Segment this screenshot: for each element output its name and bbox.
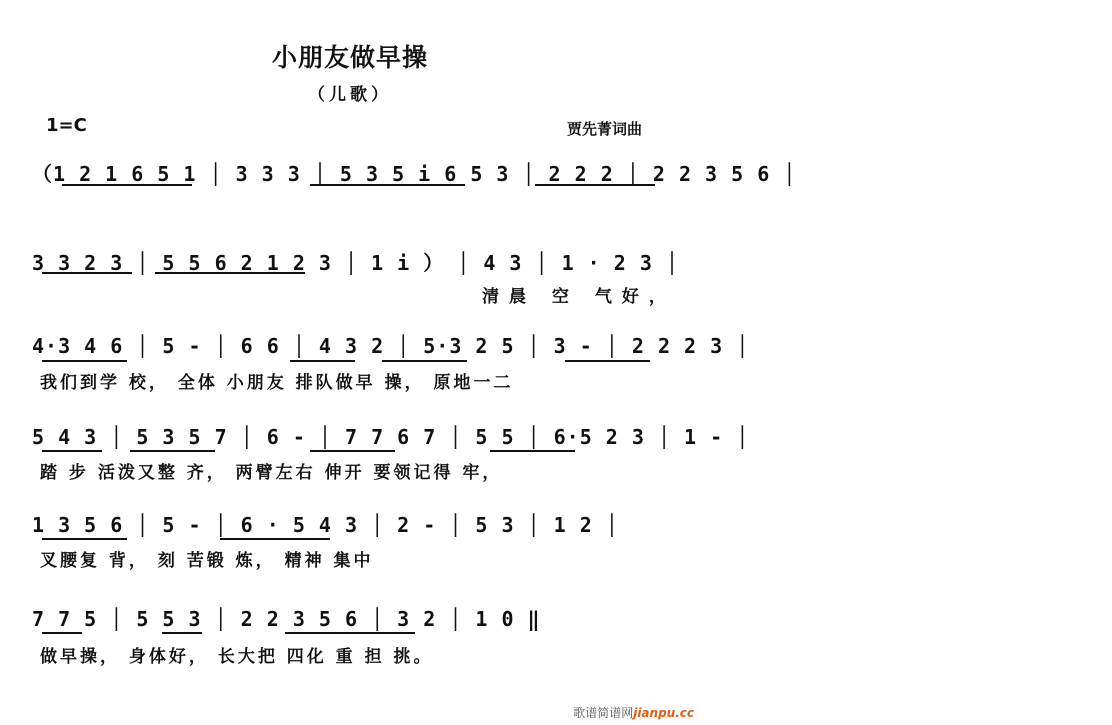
beam-line — [382, 360, 467, 362]
beam-line — [155, 272, 305, 274]
site-watermark — [573, 704, 694, 721]
song-title: 小朋友做早操 — [271, 43, 428, 72]
beam-line — [162, 632, 202, 634]
notation-row: 7 7 5 │ 5 5 3 │ 2 2 3 5 6 │ 3 2 │ 1 0 ‖ — [32, 607, 541, 631]
watermark-text: 歌谱简谱网 — [573, 706, 634, 720]
watermark-site: jianpu.cc — [633, 706, 694, 720]
notation-row: 5 4 3 │ 5 3 5 7 │ 6 - │ 7 7 6 7 │ 5 5 │ 6·5 2 3 │ 1 - │ — [32, 425, 750, 449]
lyric-row: 做早操， 身体好， 长大把 四化 重 担 挑。 — [40, 647, 434, 667]
beam-line — [285, 632, 415, 634]
key-signature: 1=C — [46, 115, 87, 136]
lyric-row: 踏 步 活泼又整 齐， 两臂左右 伸开 要领记得 牢， — [40, 463, 503, 483]
lyric-row: 清晨 空 气好， — [482, 287, 676, 307]
song-subtitle: （儿歌） — [308, 85, 392, 105]
lyric-row: 叉腰复 背， 刻 苦锻 炼， 精神 集中 — [40, 551, 374, 571]
beam-line — [42, 450, 102, 452]
beam-line — [220, 538, 330, 540]
notation-row: 1 3 5 6 │ 5 - │ 6 · 5 4 3 │ 2 - │ 5 3 │ 1 2 │ — [32, 513, 619, 537]
beam-line — [42, 272, 132, 274]
notation-row: 4·3 4 6 │ 5 - │ 6 6 │ 4 3 2 │ 5·3 2 5 │ 3 - │ 2 2 2 3 │ — [32, 334, 750, 358]
beam-line — [42, 632, 82, 634]
notation-row: 3 3 2 3 │ 5 5 6 2 1 2 3 │ 1 i ） │ 4 3 │ 1 · 2 3 │ — [32, 251, 679, 275]
beam-line — [490, 450, 575, 452]
beam-line — [130, 450, 215, 452]
beam-line — [62, 184, 192, 186]
beam-line — [42, 538, 127, 540]
lyric-row: 我们到学 校， 全体 小朋友 排队做早 操， 原地一二 — [40, 373, 514, 393]
beam-line — [565, 360, 650, 362]
notation-row: （1 2 1 6 5 1 │ 3 3 3 │ 5 3 5 i 6 5 3 │ 2 2 2 │ 2 2 3 5 6 │ — [32, 162, 797, 186]
beam-line — [290, 360, 355, 362]
beam-line — [535, 184, 655, 186]
beam-line — [42, 360, 127, 362]
beam-line — [310, 450, 395, 452]
author-credit: 贾先菁词曲 — [566, 120, 642, 138]
beam-line — [310, 184, 465, 186]
